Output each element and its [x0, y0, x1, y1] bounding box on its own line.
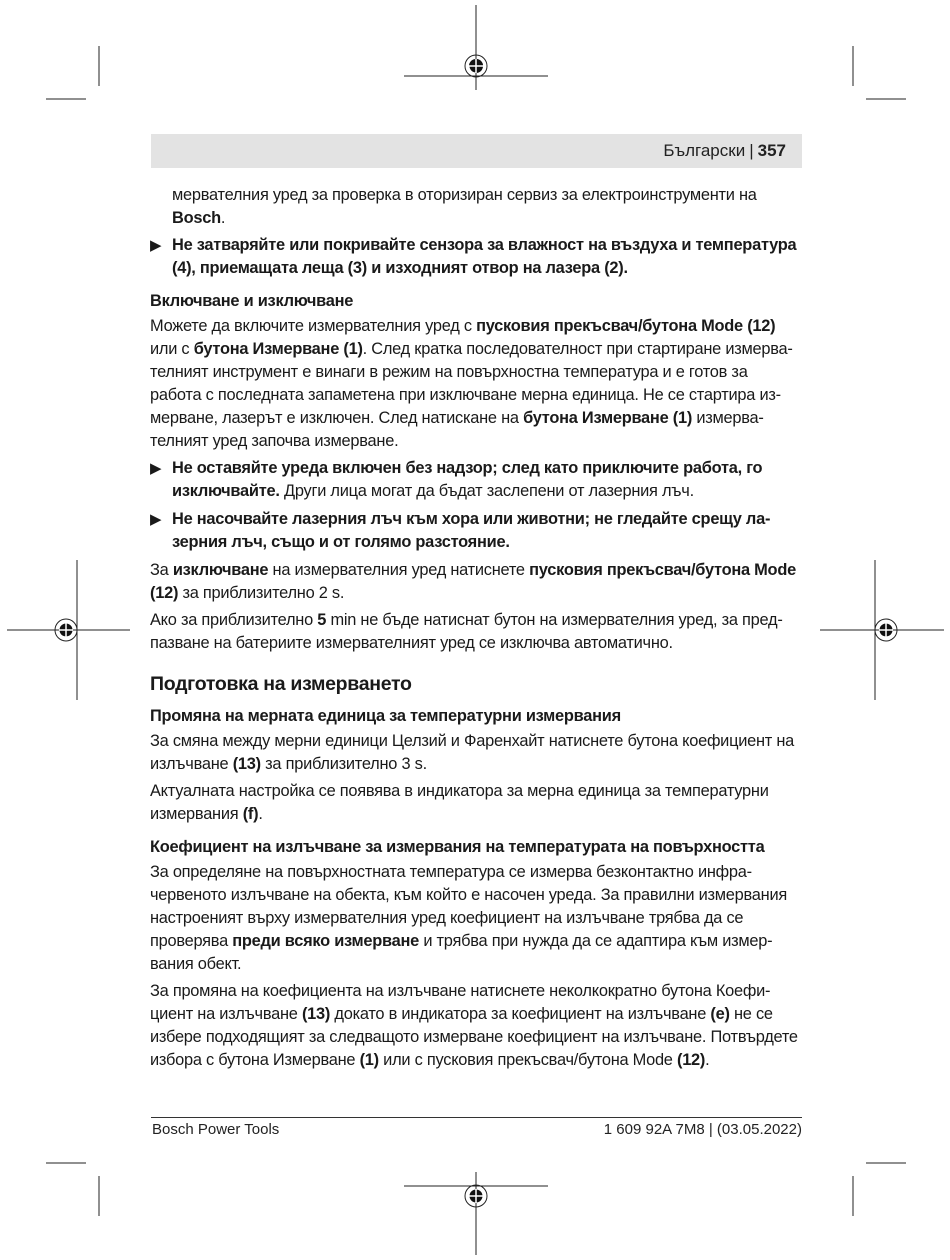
header-text — [663, 141, 786, 161]
text: За определяне на повърхностната температура се измерва безконтактно инфрачервеното излъчване на обекта, към който е насочен уреда. За правилни измервания настроеният върху измервателния уред коефициент на излъчване трябва да се проверява — [150, 863, 787, 950]
paragraph — [150, 730, 802, 776]
text: измервателният уред започва измерване. — [150, 409, 764, 450]
text: за приблизително 2 s. — [178, 584, 345, 602]
bold-text: изключване — [172, 561, 269, 579]
bold-text: (f) — [242, 805, 259, 823]
text: или с пусковия прекъсвач/бутона Mode — [378, 1051, 677, 1069]
bold-text: бутона Измерване (1) — [193, 340, 363, 358]
footer-doc-id: 1 609 92A 7M8 | (03.05.2022) — [603, 1121, 802, 1138]
bold-text: бутона Измерване (1) — [523, 409, 693, 427]
paragraph — [150, 861, 802, 976]
text: Актуалната настройка се появява в индикатора за мерна единица за температурни измервания — [150, 782, 769, 823]
chapter-heading: Подготовка на измерването — [150, 673, 412, 695]
text: . — [220, 209, 226, 227]
triangle-bullet-icon: ▶ — [150, 511, 162, 528]
header-separator: | — [749, 141, 754, 160]
warning-bullet — [150, 508, 802, 554]
bold-text: пусковия прекъсвач/бутона Mode (12) — [476, 317, 776, 335]
bold-text: (13) — [301, 1005, 331, 1023]
paragraph — [150, 780, 802, 826]
text: не се избере подходящият за следващото измерване коефициент на излъчване. Потвърдете избора с бутона Измерване — [150, 1005, 798, 1069]
page-number: 357 — [757, 141, 786, 160]
warning-text: Не затваряйте или покривайте сензора за влажност на въздуха и температура (4), приемащата леща (3) и изходният отвор на лазера (2). — [172, 236, 797, 277]
text: За — [150, 561, 173, 579]
section-heading: Промяна на мерната единица за температурни измервания — [150, 707, 621, 725]
paragraph — [150, 980, 802, 1072]
paragraph — [150, 609, 802, 655]
warning-bullet — [150, 234, 802, 280]
bold-text: (12) — [676, 1051, 706, 1069]
text: Други лица могат да бъдат заслепени от лазерния лъч. — [279, 482, 694, 500]
text: или с — [150, 340, 194, 358]
text: . След кратка последователност при стартиране измервателният инструмент е винаги в режим на повърхностна температура и е готов за работа с последната запаметена при изключване мерна единица. Не се стартира измерване, лазерът е изключен. След натискане на — [150, 340, 793, 427]
paragraph — [150, 559, 802, 605]
warning-bullet — [150, 457, 802, 503]
bold-text: (13) — [232, 755, 261, 773]
footer-divider — [151, 1117, 802, 1118]
text: . — [705, 1051, 710, 1069]
text: докато в индикатора за коефициент на излъчване — [330, 1005, 711, 1023]
text: мервателния уред за проверка в оторизиран сервиз за електроинструменти на — [172, 186, 757, 204]
text: min не бъде натиснат бутон на измервателния уред, за предпазване на батериите измервателният уред се изключва автоматично. — [150, 611, 783, 652]
bold-text: Bosch — [172, 209, 221, 227]
warning-text: Не насочвайте лазерния лъч към хора или животни; не гледайте срещу лазерния лъч, също и от голямо разстояние. — [172, 510, 771, 551]
triangle-bullet-icon: ▶ — [150, 460, 162, 477]
bold-text: 5 — [317, 611, 327, 629]
triangle-bullet-icon: ▶ — [150, 237, 162, 254]
page-header — [151, 134, 802, 168]
text: За смяна между мерни единици Целзий и Фаренхайт натиснете бутона коефициент на излъчване — [150, 732, 795, 773]
bold-text: преди всяко измерване — [232, 932, 420, 950]
paragraph — [150, 315, 802, 453]
text: Можете да включите измервателния уред с — [150, 317, 477, 335]
bold-text: (1) — [359, 1051, 379, 1069]
bold-text: (e) — [710, 1005, 730, 1023]
warning-text: Не оставяйте уреда включен без надзор; след като приключите работа, го изключвайте. — [172, 459, 763, 500]
section-heading: Коефициент на излъчване за измервания на температурата на повърхността — [150, 838, 765, 856]
footer-publisher: Bosch Power Tools — [152, 1121, 280, 1138]
text: . — [258, 805, 263, 823]
text: За промяна на коефициента на излъчване натиснете неколкократно бутона Коефициент на излъчване — [150, 982, 771, 1023]
text: и трябва при нужда да се адаптира към измервания обект. — [150, 932, 773, 973]
text: на измервателния уред натиснете — [268, 561, 530, 579]
text: Ако за приблизително — [150, 611, 318, 629]
page-body — [150, 184, 802, 1076]
section-heading: Включване и изключване — [150, 292, 354, 310]
text: за приблизително 3 s. — [260, 755, 427, 773]
bold-text: пусковия прекъсвач/бутона Mode (12) — [150, 561, 796, 602]
header-language: Български — [663, 141, 746, 160]
paragraph-continuation — [150, 184, 802, 230]
